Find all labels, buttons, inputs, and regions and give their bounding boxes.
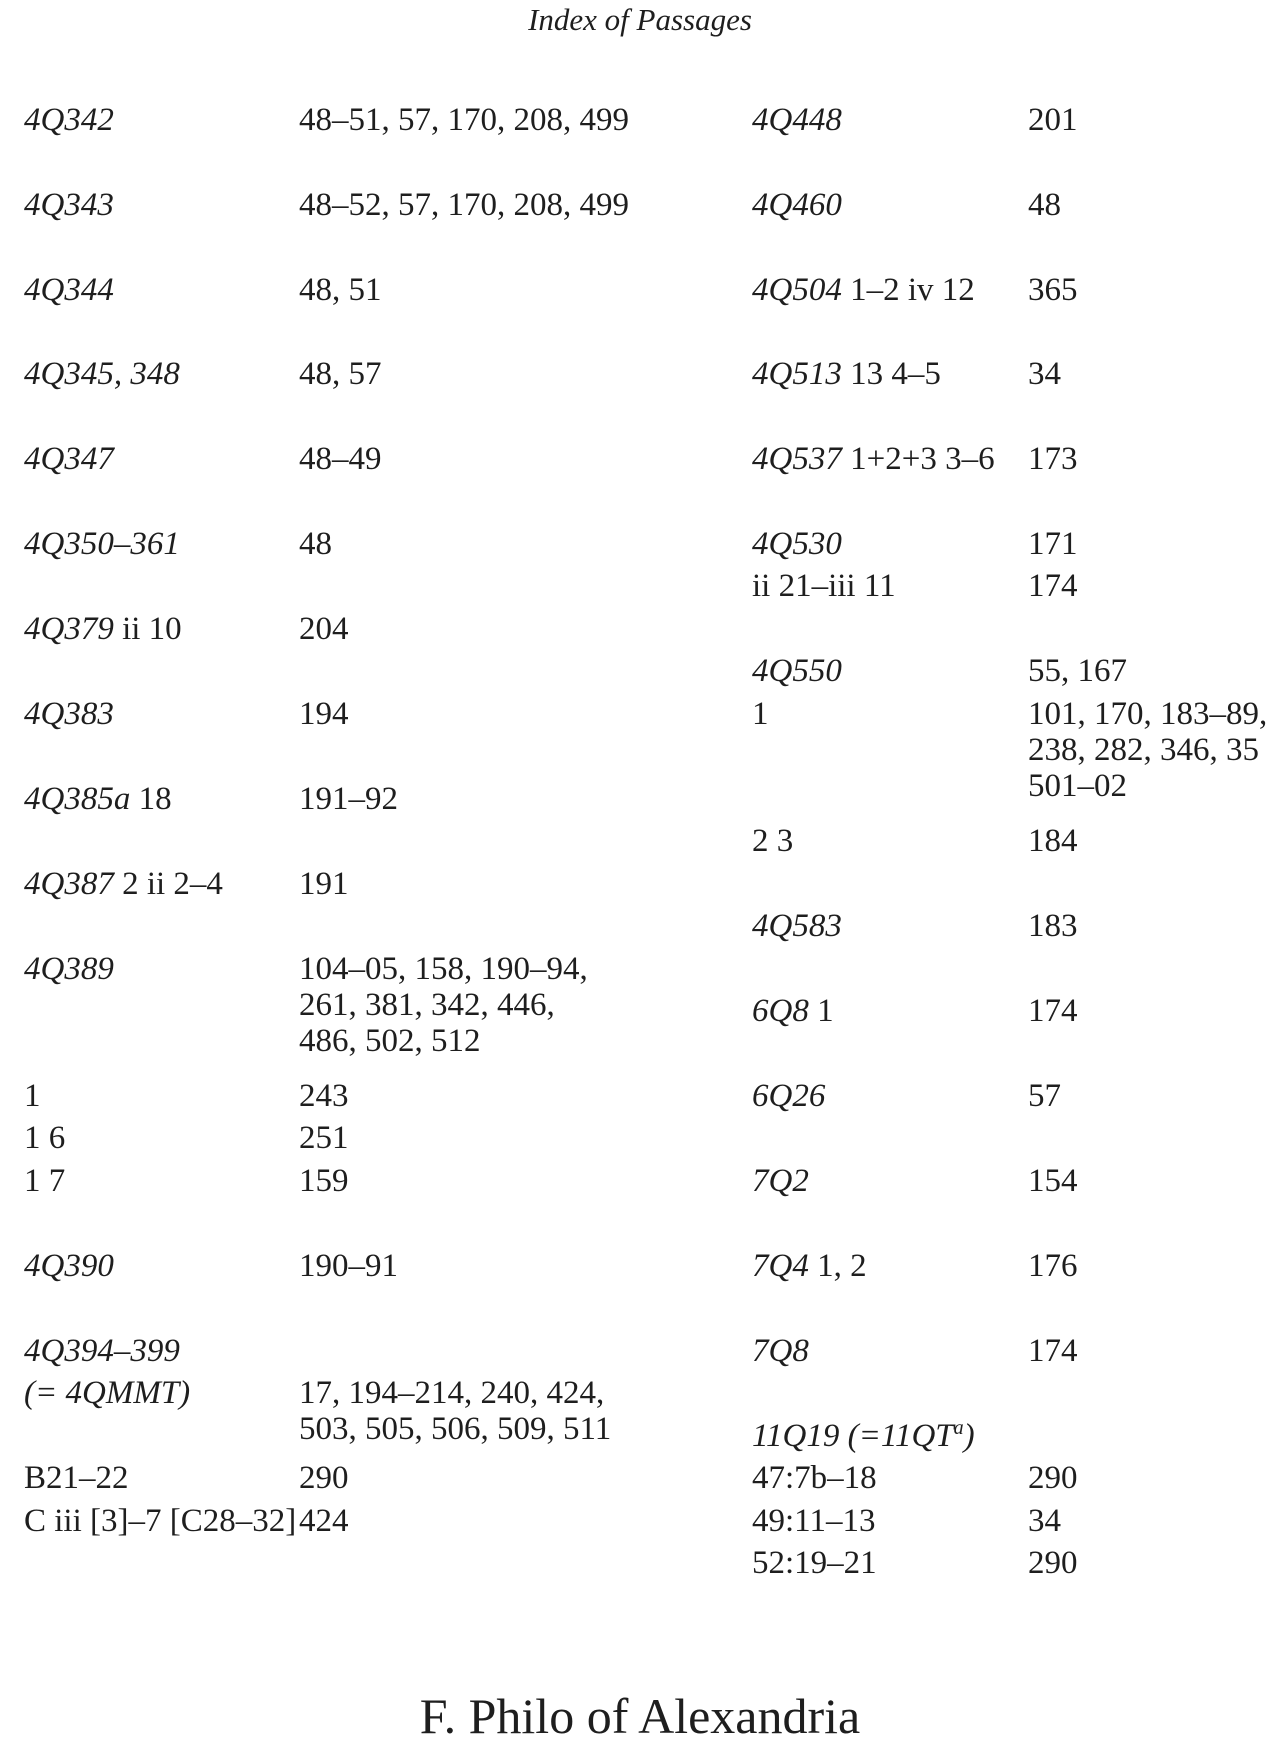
index-entry — [24, 356, 382, 392]
passage-reference — [24, 1333, 180, 1369]
page-numbers-line: 101, 170, 183–89, — [1028, 696, 1268, 732]
index-entry — [24, 1333, 180, 1369]
index-entry — [752, 272, 1078, 308]
index-entry — [752, 1333, 1078, 1369]
index-entry — [752, 993, 1078, 1029]
passage-reference — [752, 1248, 867, 1284]
index-entry — [752, 696, 1268, 804]
passage-reference — [24, 1460, 129, 1496]
page-numbers — [299, 781, 398, 817]
reference-siglum: 4Q379 — [24, 611, 114, 647]
passage-reference — [752, 696, 769, 732]
page-numbers — [1028, 1333, 1078, 1369]
reference-locator: 13 4–5 — [841, 356, 941, 392]
passage-reference — [24, 781, 172, 817]
page-numbers-line: 501–02 — [1028, 768, 1127, 804]
page-numbers — [1028, 272, 1078, 308]
page-numbers-line: 243 — [299, 1078, 349, 1114]
passage-reference — [752, 1333, 809, 1369]
passage-reference — [24, 1375, 190, 1411]
index-entry — [24, 187, 629, 223]
page-numbers-line: 34 — [1028, 1503, 1061, 1539]
page-numbers — [299, 441, 382, 477]
page-numbers-line: 290 — [1028, 1545, 1078, 1581]
page-numbers — [1028, 441, 1078, 477]
page-numbers-line: 204 — [299, 611, 349, 647]
page-numbers — [299, 1163, 349, 1199]
page-numbers — [299, 526, 332, 562]
reference-siglum: 4Q347 — [24, 441, 114, 477]
page-numbers-line: 261, 381, 342, 446, — [299, 987, 555, 1023]
reference-siglum: 4Q460 — [752, 187, 842, 223]
page-numbers — [1028, 568, 1078, 604]
index-entry — [752, 1545, 1078, 1581]
page-numbers — [299, 272, 382, 308]
passage-reference — [752, 102, 842, 138]
reference-locator: 1+2+3 3–6 — [841, 441, 995, 477]
index-entry — [752, 1460, 1078, 1496]
running-head: Index of Passages — [528, 2, 752, 37]
page-numbers-line: 486, 502, 512 — [299, 1023, 481, 1059]
page-numbers-line: 55, 167 — [1028, 653, 1127, 689]
page-numbers-line: 174 — [1028, 993, 1078, 1029]
page-numbers — [1028, 1460, 1078, 1496]
reference-locator: 1 — [752, 696, 769, 732]
passage-reference — [24, 1163, 65, 1199]
passage-reference — [752, 1163, 809, 1199]
index-entry — [24, 866, 349, 902]
reference-locator: 1 — [808, 993, 834, 1029]
page-numbers — [299, 611, 349, 647]
index-entry — [24, 951, 588, 1059]
reference-superscript: a — [953, 1417, 964, 1439]
index-entry — [24, 696, 349, 732]
reference-locator: 1, 2 — [808, 1248, 867, 1284]
passage-reference — [752, 993, 834, 1029]
page-numbers-line: 190–91 — [299, 1248, 398, 1284]
index-entry — [24, 272, 382, 308]
reference-siglum: 7Q2 — [752, 1163, 809, 1199]
reference-siglum: 4Q390 — [24, 1248, 114, 1284]
reference-locator: C iii [3]–7 [C28–32] — [24, 1503, 297, 1539]
passage-reference — [752, 1503, 875, 1539]
index-entry — [24, 102, 629, 138]
page-numbers — [1028, 993, 1078, 1029]
reference-siglum: 6Q26 — [752, 1078, 826, 1114]
page-numbers — [1028, 696, 1267, 804]
reference-locator: 1 — [24, 1078, 41, 1114]
reference-siglum: 7Q4 — [752, 1248, 809, 1284]
page-numbers-line: 251 — [299, 1120, 349, 1156]
page-numbers-line: 48, 57 — [299, 356, 382, 392]
page-numbers — [1028, 908, 1078, 944]
page-numbers — [299, 1503, 349, 1539]
page-numbers-line: 176 — [1028, 1248, 1078, 1284]
page-numbers-line: 201 — [1028, 102, 1078, 138]
reference-locator: 47:7b–18 — [752, 1460, 877, 1496]
passage-reference — [752, 1078, 825, 1114]
index-entry — [24, 441, 382, 477]
page-numbers-line: 48–51, 57, 170, 208, 499 — [299, 102, 629, 138]
index-entry — [752, 356, 1061, 392]
reference-locator: 1 6 — [24, 1120, 66, 1156]
passage-reference — [752, 272, 975, 308]
page-numbers-line: 424 — [299, 1503, 349, 1539]
passage-reference — [24, 102, 114, 138]
reference-siglum: 4Q385a — [24, 781, 131, 817]
page-numbers-line: 290 — [1028, 1460, 1078, 1496]
page-numbers — [1028, 823, 1078, 859]
page-numbers-line: 17, 194–214, 240, 424, — [299, 1375, 605, 1411]
reference-siglum: 4Q394–399 — [24, 1333, 180, 1369]
index-entry — [24, 1078, 349, 1114]
page-numbers-line: 290 — [299, 1460, 349, 1496]
page-numbers — [299, 1248, 398, 1284]
page-numbers — [1028, 1545, 1078, 1581]
page-numbers-line: 365 — [1028, 272, 1078, 308]
index-entry — [24, 781, 398, 817]
page-numbers — [1028, 102, 1078, 138]
reference-siglum: 4Q550 — [752, 653, 842, 689]
reference-siglum: 7Q8 — [752, 1333, 809, 1369]
page-numbers-line: 191 — [299, 866, 349, 902]
passage-reference — [24, 1248, 114, 1284]
passage-reference — [24, 272, 114, 308]
index-entry — [752, 568, 1078, 604]
reference-siglum: 4Q344 — [24, 272, 114, 308]
passage-reference — [24, 696, 114, 732]
index-entry — [752, 908, 1078, 944]
page-numbers — [1028, 356, 1061, 392]
passage-reference — [752, 356, 941, 392]
page-numbers — [1028, 653, 1127, 689]
page-numbers-line: 154 — [1028, 1163, 1078, 1199]
passage-reference — [24, 441, 114, 477]
index-entry — [752, 1078, 1061, 1114]
reference-locator: 52:19–21 — [752, 1545, 877, 1581]
page-numbers-line: 171 — [1028, 526, 1078, 562]
index-entry — [752, 823, 1078, 859]
page-numbers — [1028, 1503, 1061, 1539]
passage-reference — [752, 653, 842, 689]
page-numbers — [299, 1078, 349, 1114]
index-entry — [752, 102, 1078, 138]
reference-locator: 18 — [130, 781, 172, 817]
passage-reference — [752, 1418, 975, 1454]
passage-reference — [752, 568, 896, 604]
reference-siglum: 4Q383 — [24, 696, 114, 732]
reference-siglum: 4Q583 — [752, 908, 842, 944]
page-numbers — [299, 696, 349, 732]
page-numbers-line: 48–52, 57, 170, 208, 499 — [299, 187, 629, 223]
page-numbers — [1028, 526, 1078, 562]
page-numbers — [299, 187, 629, 223]
page-numbers — [299, 951, 588, 1059]
reference-locator: 2 3 — [752, 823, 794, 859]
reference-locator: 1 7 — [24, 1163, 66, 1199]
reference-locator: 49:11–13 — [752, 1503, 876, 1539]
index-entry — [752, 1503, 1061, 1539]
page-numbers-line: 159 — [299, 1163, 349, 1199]
page-numbers-line: 194 — [299, 696, 349, 732]
passage-reference — [24, 1503, 296, 1539]
reference-siglum: 4Q504 — [752, 272, 842, 308]
index-entry — [752, 1418, 975, 1458]
passage-reference — [24, 1120, 65, 1156]
index-entry — [24, 1248, 398, 1284]
index-entry — [24, 1120, 349, 1156]
passage-reference — [24, 1078, 41, 1114]
passage-reference — [24, 611, 182, 647]
reference-siglum-close: ) — [963, 1418, 975, 1454]
page-numbers — [1028, 1248, 1078, 1284]
reference-siglum: 11Q19 (=11QT — [752, 1418, 954, 1454]
passage-reference — [24, 866, 223, 902]
page-numbers-line: 48 — [299, 526, 332, 562]
passage-reference — [24, 951, 114, 987]
page-numbers-line: 104–05, 158, 190–94, — [299, 951, 588, 987]
index-entry — [752, 526, 1078, 562]
passage-reference — [24, 187, 114, 223]
section-title: F. Philo of Alexandria — [419, 1688, 861, 1744]
page-numbers — [299, 1120, 349, 1156]
page-numbers-line: 184 — [1028, 823, 1078, 859]
page-numbers-line: 174 — [1028, 1333, 1078, 1369]
index-entry — [24, 526, 332, 562]
reference-siglum: 4Q387 — [24, 866, 114, 902]
page-numbers — [299, 1460, 349, 1496]
page-numbers — [1028, 1078, 1061, 1114]
page-numbers-line: 34 — [1028, 356, 1061, 392]
index-entry — [24, 1163, 349, 1199]
index-entry — [24, 611, 349, 647]
reference-siglum: 4Q350–361 — [24, 526, 180, 562]
page-numbers-line: 173 — [1028, 441, 1078, 477]
index-entry — [24, 1460, 349, 1496]
reference-siglum: (= 4QMMT) — [24, 1375, 191, 1411]
page-numbers-line: 48–49 — [299, 441, 382, 477]
page-numbers — [1028, 187, 1061, 223]
reference-siglum: 4Q537 — [752, 441, 842, 477]
reference-locator: 1–2 iv 12 — [841, 272, 975, 308]
page-numbers — [299, 102, 629, 138]
index-entry — [24, 1503, 349, 1539]
page-numbers — [299, 356, 382, 392]
index-entry — [752, 1248, 1078, 1284]
page-numbers-line: 191–92 — [299, 781, 398, 817]
reference-locator: B21–22 — [24, 1460, 129, 1496]
reference-siglum: 4Q345, 348 — [24, 356, 180, 392]
page-numbers — [299, 866, 349, 902]
reference-locator: ii 10 — [113, 611, 182, 647]
reference-siglum: 6Q8 — [752, 993, 809, 1029]
reference-siglum: 4Q342 — [24, 102, 114, 138]
page-numbers-line: 183 — [1028, 908, 1078, 944]
page-numbers-line: 48, 51 — [299, 272, 382, 308]
page-numbers-line: 174 — [1028, 568, 1078, 604]
passage-reference — [24, 526, 180, 562]
page-numbers-line: 57 — [1028, 1078, 1061, 1114]
passage-reference — [752, 187, 842, 223]
index-entry — [752, 187, 1061, 223]
passage-reference — [752, 908, 842, 944]
page-numbers-line: 503, 505, 506, 509, 511 — [299, 1411, 612, 1447]
reference-siglum: 4Q389 — [24, 951, 114, 987]
page-numbers-line: 48 — [1028, 187, 1061, 223]
passage-reference — [752, 441, 995, 477]
passage-reference — [752, 1460, 877, 1496]
passage-reference — [752, 526, 842, 562]
reference-siglum: 4Q513 — [752, 356, 842, 392]
passage-reference — [752, 1545, 877, 1581]
page-numbers — [1028, 1163, 1078, 1199]
index-entry — [24, 1375, 612, 1447]
page-numbers-line: 238, 282, 346, 35 — [1028, 732, 1259, 768]
reference-siglum: 4Q448 — [752, 102, 842, 138]
page-numbers — [299, 1375, 611, 1447]
index-entry — [752, 653, 1127, 689]
reference-locator: ii 21–iii 11 — [752, 568, 896, 604]
passage-reference — [24, 356, 180, 392]
reference-siglum: 4Q343 — [24, 187, 114, 223]
passage-reference — [752, 823, 793, 859]
reference-locator: 2 ii 2–4 — [113, 866, 223, 902]
index-entry — [752, 441, 1078, 477]
index-entry — [752, 1163, 1078, 1199]
reference-siglum: 4Q530 — [752, 526, 842, 562]
